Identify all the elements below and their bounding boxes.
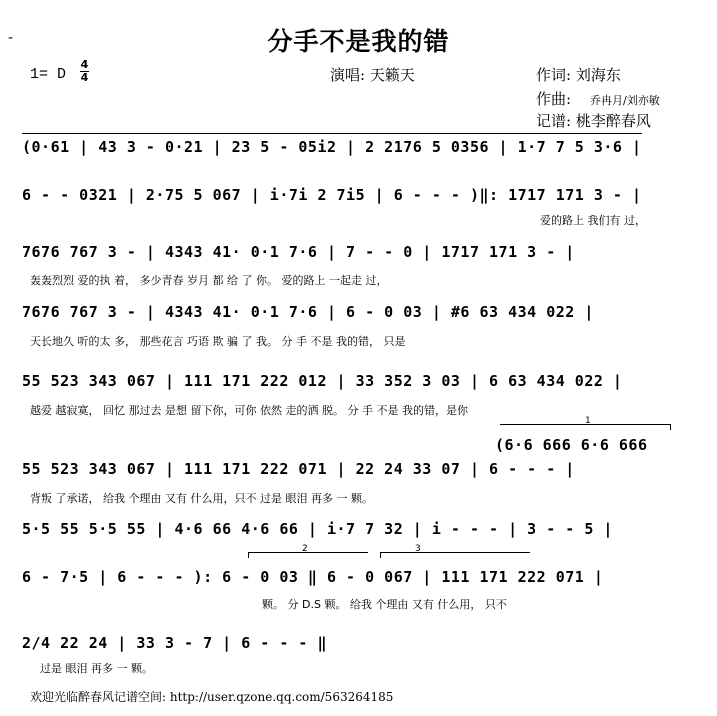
- footer-url: 欢迎光临醉春风记谱空间: http://user.qzone.qq.com/563264185: [30, 690, 394, 704]
- lyric-line-5: 背叛 了承诺， 给我 个理由 又有 什么用，只不 过是 眼泪 再多 一 颗。: [30, 492, 373, 505]
- volta-2-line: [248, 552, 368, 553]
- volta-1-tick: [670, 424, 671, 430]
- lyric-line-6: 颗。 分 D.S 颗。 给我 个理由 又有 什么用， 只不: [262, 598, 507, 611]
- score-row-2: 6 - - 0321 | 2·75 5 067 | i·7i 2 7i5 | 6 - - - )‖: 1717 171 3 - |: [22, 186, 642, 204]
- volta-3-number: 3: [415, 544, 421, 554]
- score-row-7: 5·5 55 5·5 55 | 4·6 66 4·6 66 | i·7 7 32 | i - - - | 3 - - 5 |: [22, 520, 613, 538]
- meter-bottom: 4: [80, 71, 89, 84]
- score-row-6: 55 523 343 067 | 111 171 222 071 | 22 24 33 07 | 6 - - - |: [22, 460, 575, 478]
- lyricist-credit: 作词: 刘海东: [536, 66, 621, 84]
- score-row-4: 7676 767 3 - | 4343 41· 0·1 7·6 | 6 - 0 03 | #6 63 434 022 |: [22, 303, 594, 321]
- key-signature: 1= D: [30, 66, 67, 83]
- volta-3-line: [380, 552, 530, 553]
- singer-credit: 演唱: 天籁天: [330, 66, 415, 84]
- volta-1-number: 1: [585, 416, 591, 426]
- intro-bracket-notes: (6·6 666 6·6 666: [495, 436, 648, 454]
- score-row-9: 2/4 22 24 | 33 3 - 7 | 6 - - - ‖: [22, 634, 327, 652]
- score-row-1: (0·61 | 43 3 - 0·21 | 23 5 - 05i2 | 2 2176 5 0356 | 1·7 7 5 3·6 |: [22, 138, 642, 156]
- score-row-8: 6 - 7·5 | 6 - - - ): 6 - 0 03 ‖ 6 - 0 067 | 111 171 222 071 |: [22, 568, 604, 586]
- lyric-line-4: 越爱 越寂寞， 回忆 那过去 是想 留下你，可你 依然 走的洒 脱。 分 手 不是 我的错，是你: [30, 404, 468, 417]
- lyric-line-2: 轰轰烈烈 爱的执 着， 多少青春 岁月 都 给 了 你。 爱的路上 一起走 过，: [30, 274, 388, 287]
- lyric-line-3: 天长地久 听的太 多， 那些花言 巧语 欺 骗 了 我。 分 手 不是 我的错， 只是: [30, 335, 406, 348]
- song-title: 分手不是我的错: [267, 27, 450, 56]
- meter-top: 4: [80, 58, 89, 71]
- volta-2-tick: [248, 552, 249, 558]
- composer-label: 作曲:: [536, 90, 572, 108]
- lyric-line-7: 过是 眼泪 再多 一 颗。: [40, 662, 153, 675]
- volta-2-number: 2: [302, 544, 308, 554]
- lyric-line-1: 爱的路上 我们有 过，: [540, 214, 646, 227]
- time-signature: [80, 60, 89, 83]
- corner-dash: -: [8, 30, 14, 46]
- score-row-5: 55 523 343 067 | 111 171 222 012 | 33 352 3 03 | 6 63 434 022 |: [22, 372, 623, 390]
- score-row-3: 7676 767 3 - | 4343 41· 0·1 7·6 | 7 - - 0 | 1717 171 3 - |: [22, 243, 575, 261]
- composer-credit: 乔冉月/刘亦敏: [590, 94, 660, 107]
- transcriber-credit: 记谱: 桃李醉春风: [536, 112, 651, 130]
- slur-line-1: [22, 133, 642, 134]
- volta-3-tick: [380, 552, 381, 558]
